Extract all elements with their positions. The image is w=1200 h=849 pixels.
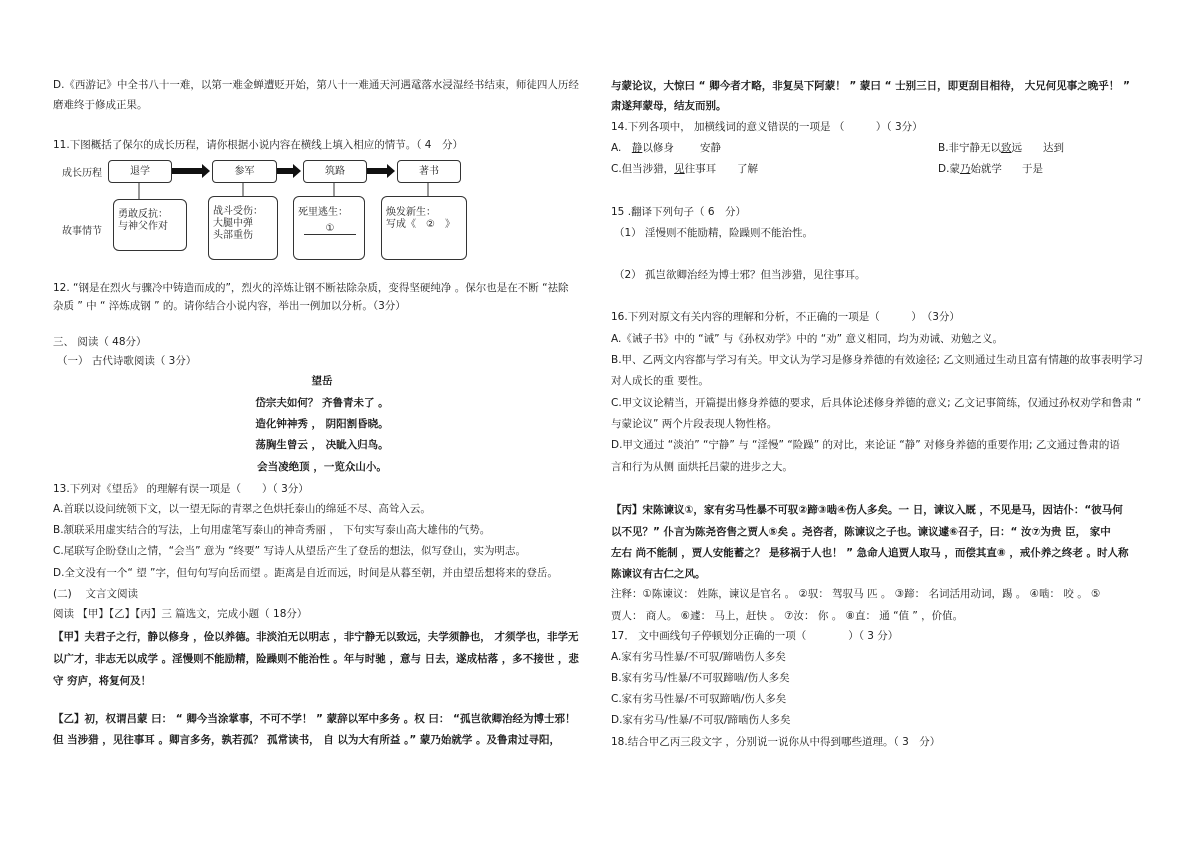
q15-stem: 15 .翻译下列句子（ 6 分）: [611, 206, 747, 218]
q14-option-b-meaning: 达到: [1043, 142, 1064, 154]
plot-box-1-line-2: 与神父作对: [118, 221, 168, 232]
passage-jia-line-3: 守 穷庐，将复何及！: [53, 675, 152, 687]
plot-box-4-line-1: 焕发新生：: [386, 207, 436, 218]
q12-line-1: 12. “钢是在烈火与骤冷中铸造而成的”，烈火的淬炼让钢不断祛除杂质，变得坚硬纯净 。保尔也是在不断 “祛除: [53, 282, 569, 294]
q14-option-b-suffix: 远: [1011, 142, 1023, 154]
passage-jia-line-1: 【甲】夫君子之行，静以修身 ，俭以养德。非淡泊无以明志 ，非宁静无以致远，夫学须静也， 才须学也，非学无: [53, 631, 579, 643]
q10-option-d-line-2: 磨难终于修成正果。: [53, 99, 148, 111]
plot-box-3-blank-row: [298, 219, 360, 239]
q17-option-c: C.家有劣马性暴/不可驭蹄啮/伤人多矣: [611, 693, 787, 705]
q14-option-a-word: 静: [631, 142, 643, 154]
passage-yi-line-2: 但 当涉猎 ，见往事耳 。卿言多务，孰若孤？ 孤常读书， 自 以为大有所益 。” 蒙乃始就学 。及鲁肃过寻阳，: [53, 734, 561, 746]
q14-option-c-suffix: 往事耳: [684, 163, 717, 175]
q17-option-b: B.家有劣马/性暴/不可驭蹄啮/伤人多矣: [611, 672, 790, 684]
q14-option-d-suffix: 始就学: [970, 163, 1002, 175]
passage-bing-line-4: 陈谏议有古仁之风。: [611, 568, 706, 580]
q16-stem: 16.下列对原文有关内容的理解和分析，不正确的一项是（ ） （3分）: [611, 311, 960, 323]
plot-box-2-line-2: 大腿中弹: [213, 218, 253, 229]
q11-stem: 11.下图概括了保尔的成长历程，请你根据小说内容在横线上填入相应的情节。（ 4 分）: [53, 139, 463, 151]
passage-yi-line-1: 【乙】初，权谓吕蒙 曰： “ 卿今当涂掌事，不可不学！ ” 蒙辞以军中多务 。权 曰： “孤岂欲卿治经为博士邪！: [53, 713, 576, 725]
q14-option-d-meaning: 于是: [1022, 163, 1043, 175]
section-3-sub2-heading: (二) 文言文阅读: [53, 588, 139, 600]
q16-option-b-line-2: 对人成长的重 要性。: [611, 375, 709, 387]
q17-option-a: A.家有劣马性暴/不可驭/蹄啮伤人多矣: [611, 651, 786, 663]
q14-option-a: [611, 141, 931, 156]
q16-option-c-line-1: C.甲文议论精当，开篇提出修身养德的要求，后具体论述修身养德的意义; 乙文记事简练，仅通过孙权劝学和鲁肃 “: [611, 397, 1142, 409]
q14-option-a-meaning: 安静: [700, 142, 721, 154]
q13-option-a: A.首联以设问统领下文，以一望无际的青翠之色烘托泰山的绵延不尽、高耸入云。: [53, 503, 431, 515]
q14-stem: 14.下列各项中， 加横线词的意义错误的一项是 （ ）（ 3分）: [611, 121, 923, 133]
q12-line-2: 杂质 ” 中 “ 淬炼成钢 ” 的。请你结合小说内容，举出一例加以分析。（3分）: [53, 300, 406, 312]
q16-option-d-line-2: 言和行为从侧 面烘托吕蒙的进步之大。: [611, 461, 793, 473]
q13-option-d: D.全文没有一个“ 望 ”字，但句句写向岳而望 。距离是自近而远，时间是从暮至朝，并由望岳想将来的登岳。: [53, 567, 558, 579]
poem-line-1: 岱宗夫如何？ 齐鲁青未了 。: [255, 397, 389, 409]
q16-option-a: A.《诫子书》中的 “诫” 与《孙权劝学》中的 “劝” 意义相同，均为劝诫、劝勉之义。: [611, 333, 1003, 345]
plot-box-4-line-2: 写成《 ② 》: [386, 219, 455, 230]
plot-box-2-line-3: 头部重伤: [213, 230, 253, 241]
arrow-2: [277, 164, 301, 178]
notes-line-2: 贾人： 商人。 ⑥遽： 马上，赶快 。 ⑦汝： 你 。 ⑧直： 通 “值 ” ，价值。: [611, 610, 964, 622]
arrow-1: [172, 164, 210, 178]
q14-option-c-word: 见: [674, 163, 685, 175]
stage-box-4: 著书: [397, 160, 461, 183]
q15-item-2: （2） 孤岂欲卿治经为博士邪？但当涉猎，见往事耳。: [614, 269, 866, 281]
passage-bing-line-2: 以不见？” 仆言为陈尧咨售之贾人⑤矣 。尧咨者，陈谏议之子也。谏议遽⑥召子，曰：“ 汝⑦为贵 臣， 家中: [611, 526, 1111, 538]
blank-1: ①: [304, 223, 356, 235]
q16-option-d-line-1: D.甲文通过 “淡泊” “宁静” 与 “淫慢” “险躁” 的对比，来论证 “静” 对修身养德的重要作用; 乙文通过鲁肃的语: [611, 439, 1120, 451]
q17-stem: 17． 文中画线句子停顿划分正确的一项（ ）（ 3 分）: [611, 630, 899, 642]
q16-option-c-line-2: 与蒙论议” 两个片段表现人物性格。: [611, 418, 778, 430]
passage-yi-line-3: 与蒙论议，大惊曰 “ 卿今者才略，非复吴下阿蒙！ ” 蒙曰 “ 士别三日，即更刮目相待， 大兄何见事之晚乎！ ”: [611, 80, 1130, 92]
q17-option-d: D.家有劣马/性暴/不可驭/蹄啮伤人多矣: [611, 714, 791, 726]
plot-box-1: [113, 199, 187, 251]
arrow-3: [367, 164, 395, 178]
plot-box-2-line-1: 战斗受伤：: [213, 206, 263, 217]
passage-yi-line-4: 肃遂拜蒙母，结友而别。: [611, 100, 727, 112]
q14-option-b: [938, 141, 1150, 156]
passage-bing-line-1: 【丙】宋陈谏议①，家有劣马性暴不可驭②蹄③啮④伤人多矣。一 日，谏议入厩 ，不见是马，因诘仆：“彼马何: [611, 504, 1123, 516]
q14-option-d: [938, 162, 1150, 177]
passage-bing-line-3: 左右 尚不能制 ，贾人安能蓄之？ 是移祸于人也！ ” 急命人追贾人取马 ，而偿其直⑧ ，戒仆养之终老 。时人称: [611, 547, 1129, 559]
stage-box-1: 退学: [108, 160, 172, 183]
poem-line-4: 会当凌绝顶 ，一览众山小。: [257, 461, 387, 473]
row-label-plot: 故事情节: [62, 226, 102, 237]
poem-line-2: 造化钟神秀 ， 阴阳割昏晓。: [255, 418, 389, 430]
q14-option-b-word: 致: [1001, 142, 1012, 154]
plot-box-1-line-1: 勇敢反抗：: [118, 209, 168, 220]
q13-option-b: B.颔联采用虚实结合的写法，上句用虚笔写泰山的神奇秀丽 ， 下句实写泰山高大雄伟的气势。: [53, 524, 491, 536]
classical-reading-instruction: 阅读 【甲】【乙】【丙】三 篇选文，完成小题（ 18分）: [53, 608, 308, 620]
q16-option-b-line-1: B.甲、乙两文内容都与学习有关。甲文认为学习是修身养德的有效途径; 乙文则通过生动且富有情趣的故事表明学习: [611, 354, 1143, 366]
row-label-growth: 成长历程: [62, 168, 102, 179]
poem-line-3: 荡胸生曾云 ， 决眦入归鸟。: [255, 439, 389, 451]
q14-option-a-prefix: A.: [611, 142, 632, 154]
stage-box-2: 参军: [212, 160, 277, 183]
stage-box-3: 筑路: [303, 160, 367, 183]
section-3-sub1-heading: （一） 古代诗歌阅读（ 3分）: [57, 355, 197, 367]
plot-box-2: [208, 196, 278, 260]
q14-option-c-prefix: C.但当涉猎，: [611, 163, 675, 175]
plot-box-3: [293, 196, 365, 260]
q14-option-d-word: 乃: [959, 163, 971, 175]
q14-option-c-meaning: 了解: [737, 163, 758, 175]
q14-option-a-suffix: 以修身: [642, 142, 674, 154]
q18-stem: 18.结合甲乙丙三段文字 ，分别说一说你从中得到哪些道理。（ 3 分）: [611, 736, 941, 748]
q14-option-d-prefix: D.蒙: [938, 163, 960, 175]
section-3-heading: 三、 阅读（ 48分）: [53, 336, 147, 348]
q13-option-c: C.尾联写企盼登山之情，“会当” 意为 “终要” 写诗人从望岳产生了登岳的想法，似写登山，实为明志。: [53, 545, 526, 557]
plot-box-3-line-1: 死里逃生：: [298, 207, 348, 218]
plot-box-4: [381, 196, 467, 260]
q15-item-1: （1） 淫慢则不能励精，险躁则不能治性。: [614, 227, 814, 239]
notes-line-1: 注释：①陈谏议： 姓陈，谏议是官名 。 ②驭： 驾驭马 匹 。 ③蹄： 名词活用动词，踢 。 ④啮： 咬 。 ⑤: [611, 588, 1101, 600]
q10-option-d-line-1: D.《西游记》中全书八十一难，以第一难金蝉遭贬开始，第八十一难通天河遇鼋落水浸湿经书结束，师徒四人历经: [53, 79, 579, 91]
q14-option-b-prefix: B.非宁静无以: [938, 142, 1002, 154]
passage-jia-line-2: 以广才，非志无以成学 。淫慢则不能励精，险躁则不能治性 。年与时驰 ，意与 日去，遂成枯落 ，多不接世 ，悲: [53, 653, 579, 665]
q13-stem: 13.下列对《望岳》 的理解有误一项是（ ）（ 3分）: [53, 483, 309, 495]
poem-title: 望岳: [311, 375, 333, 387]
q14-option-c: [611, 162, 931, 177]
